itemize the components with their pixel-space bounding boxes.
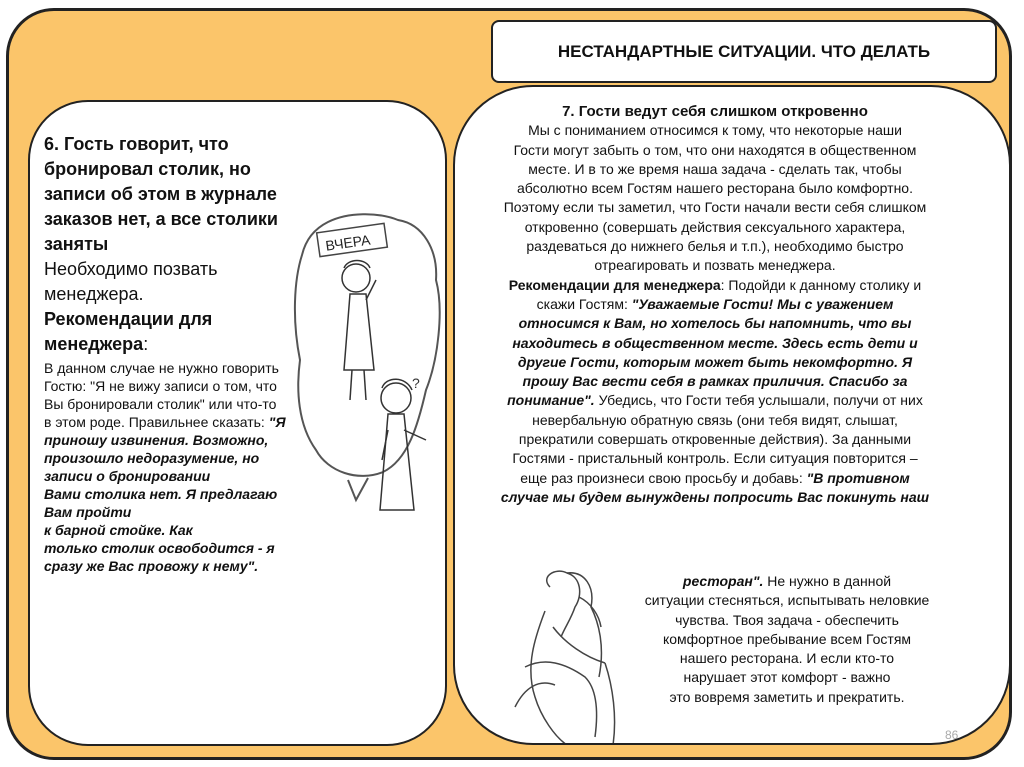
text-line: месте. И в то же время наша задача - сделать так, чтобы (528, 160, 902, 177)
quote-line: Вами столика нет. Я предлагаю (44, 486, 278, 502)
quote-line: только столик освободится - я (44, 540, 275, 556)
text-line: чувства. Твоя задача - обеспечить (675, 611, 899, 628)
situation-7-conclusion (607, 572, 967, 707)
quote-line: произошло недоразумение, но (44, 450, 260, 466)
text-line: Убедись, что Гости тебя услышали, получи от них (594, 392, 923, 409)
text-line: Гости могут забыть о том, что они находятся в общественном (513, 141, 917, 158)
body-line: Вы бронировали столик" или что-то (44, 396, 277, 412)
quote-line: прошу Вас вести себя в рамках приличия. Спасибо за (522, 373, 908, 390)
text-line: скажи Гостям: (536, 295, 632, 312)
text-line: откровенно (совершать действия сексуального характера, (524, 218, 906, 235)
quote-end: ресторан". (682, 573, 764, 589)
intro-line: Необходимо позвать (44, 259, 218, 279)
situation-7-heading: 7. Гости ведут себя слишком откровенно (562, 103, 868, 120)
rec-label: Рекомендации для менеджера (508, 276, 721, 293)
quote-line: сразу же Вас провожу к нему". (44, 558, 259, 574)
quote-line: записи о бронировании (44, 468, 211, 484)
quote-line: случае мы будем вынуждены попросить Вас покинуть наш (500, 488, 930, 505)
text-line: Не нужно в данной (763, 573, 892, 589)
apology-quote (44, 431, 344, 575)
text-line: Гостями - пристальный контроль. Если ситуация повторится – (512, 450, 918, 467)
text-line: прекратили совершать откровенные действия). За данными (518, 431, 912, 448)
heading-line: заказов нет, а все столики (44, 209, 278, 229)
situation-7-panel (453, 85, 1011, 745)
quote-line: относимся к Вам, но хотелось бы напомнить, что вы (518, 315, 912, 332)
situation-6-body (44, 359, 344, 575)
quote-line: приношу извинения. Возможно, (44, 432, 269, 448)
text-line: это вовремя заметить и прекратить. (669, 688, 905, 705)
quote-line: находитесь в общественном месте. Здесь есть дети и (512, 334, 918, 351)
intro-line: менеджера. (44, 284, 144, 304)
situation-7-text (455, 102, 975, 507)
text-line: невербальную обратную связь (они тебя видят, слышат, (532, 411, 898, 428)
situation-6-heading (44, 132, 344, 257)
manager-recommendations-heading (44, 307, 344, 357)
text-line: отреагировать и позвать менеджера. (594, 257, 836, 274)
rec-colon: : (143, 334, 149, 354)
body-line: Гостю: "Я не вижу записи о том, что (44, 378, 277, 394)
heading-line: бронировал столик, но (44, 159, 251, 179)
heading-line: 6. Гость говорит, что (44, 134, 229, 154)
page-number: 86 (945, 728, 959, 742)
svg-text:?: ? (412, 375, 420, 391)
quote-end: понимание". (507, 392, 595, 409)
text-line: абсолютно всем Гостям нашего ресторана было комфортно. (517, 180, 913, 197)
quote-line: Вам пройти (44, 504, 132, 520)
text-line: комфортное пребывание всем Гостям (662, 630, 912, 647)
heading-line: записи об этом в журнале (44, 184, 277, 204)
text-line: ситуации стесняться, испытывать неловкие (644, 592, 930, 609)
quote-line: "Уважаемые Гости! Мы с уважением (631, 295, 894, 312)
quote-start: "Я (268, 414, 286, 430)
situation-6-panel (28, 100, 447, 746)
quote-line: к барной стойке. Как (44, 522, 193, 538)
text-line: еще раз произнеси свою просьбу и добавь: (520, 469, 807, 486)
text-line: Поэтому если ты заметил, что Гости начали вести себя слишком (503, 199, 927, 216)
text-line: раздеваться до нижнего белья и т.п.), необходимо быстро (526, 238, 904, 255)
situation-7-intro (455, 121, 975, 275)
call-manager-text (44, 257, 344, 307)
situation-6-text (44, 132, 344, 575)
rec-heading-line: менеджера (44, 334, 144, 354)
quote-line: "В противном (806, 469, 910, 486)
page-title: НЕСТАНДАРТНЫЕ СИТУАЦИИ. ЧТО ДЕЛАТЬ (491, 20, 997, 83)
body-line: в этом роде. Правильнее сказать: (44, 414, 269, 430)
manager-recommendations (455, 276, 975, 508)
text-line: нарушает этот комфорт - важно (683, 669, 891, 686)
text-line: Мы с пониманием относимся к тому, что некоторые наши (528, 122, 902, 139)
rec-rest: : Подойди к данному столику и (720, 276, 922, 293)
rec-heading-line: Рекомендации для (44, 309, 213, 329)
text-line: нашего ресторана. И если кто-то (679, 650, 895, 667)
heading-line: заняты (44, 234, 109, 254)
body-line: В данном случае не нужно говорить (44, 360, 279, 376)
bubble-word: ВЧЕРА (324, 231, 372, 254)
quote-line: другие Гости, которым может быть некомфортно. Я (517, 353, 913, 370)
